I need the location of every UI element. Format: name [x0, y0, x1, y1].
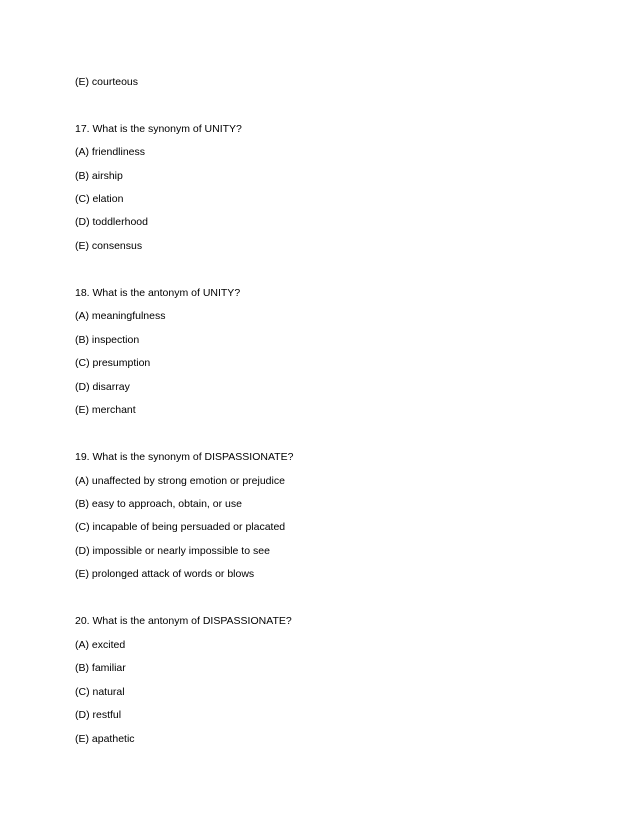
q17-option-e: (E) consensus	[75, 240, 143, 252]
q18-option-d: (D) disarray	[75, 381, 130, 393]
q19-question: 19. What is the synonym of DISPASSIONATE?	[75, 451, 294, 463]
q20-option-e: (E) apathetic	[75, 733, 135, 745]
q19-option-c: (C) incapable of being persuaded or placated	[75, 521, 286, 533]
q17-option-b: (B) airship	[75, 170, 123, 182]
q19-option-d: (D) impossible or nearly impossible to see	[75, 545, 270, 557]
q19-option-e: (E) prolonged attack of words or blows	[75, 568, 255, 580]
q16-option-e: (E) courteous	[75, 76, 139, 88]
q17-option-a: (A) friendliness	[75, 146, 146, 158]
q20-option-a: (A) excited	[75, 639, 126, 651]
q18-option-e: (E) merchant	[75, 404, 136, 416]
q19-option-b: (B) easy to approach, obtain, or use	[75, 498, 242, 510]
q18-option-b: (B) inspection	[75, 334, 140, 346]
q18-option-c: (C) presumption	[75, 357, 151, 369]
q18-option-a: (A) meaningfulness	[75, 310, 166, 322]
q20-option-c: (C) natural	[75, 686, 125, 698]
q19-option-a: (A) unaffected by strong emotion or prejudice	[75, 475, 285, 487]
q20-question: 20. What is the antonym of DISPASSIONATE?	[75, 615, 292, 627]
q17-option-d: (D) toddlerhood	[75, 216, 148, 228]
q20-option-b: (B) familiar	[75, 662, 126, 674]
q17-option-c: (C) elation	[75, 193, 124, 205]
q17-question: 17. What is the synonym of UNITY?	[75, 123, 242, 135]
q20-option-d: (D) restful	[75, 709, 122, 721]
q18-question: 18. What is the antonym of UNITY?	[75, 287, 241, 299]
